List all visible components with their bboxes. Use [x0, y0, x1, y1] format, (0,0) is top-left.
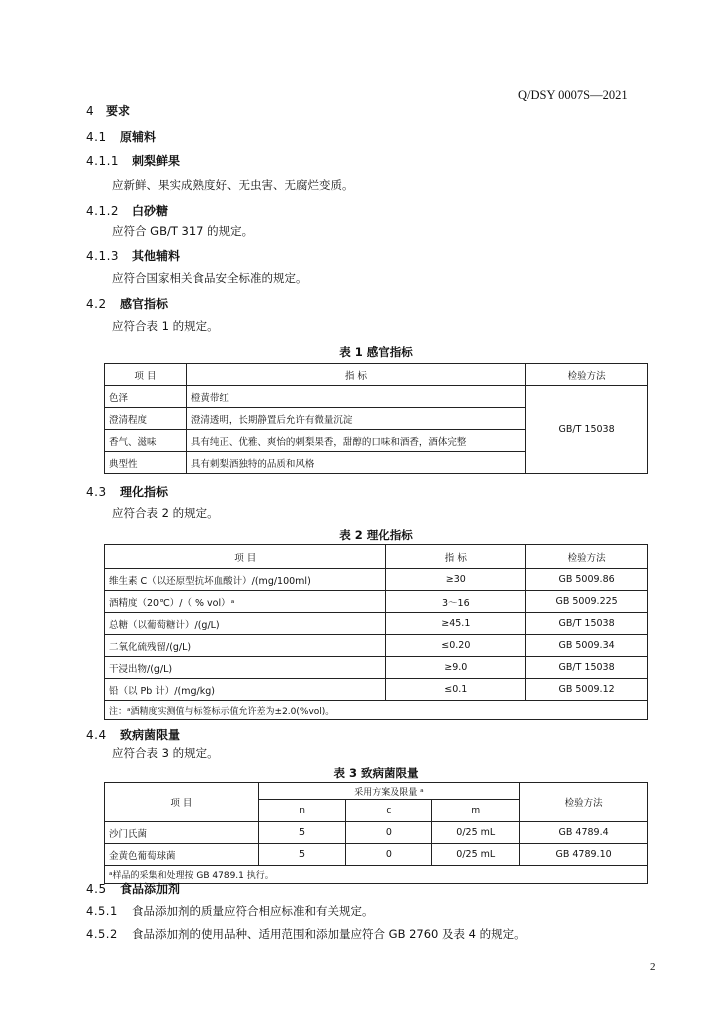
table-cell: 具有纯正、优雅、爽怡的刺梨果香，甜醇的口味和酒香，酒体完整	[186, 430, 525, 452]
section-title: 食品添加剂	[120, 882, 181, 896]
section-title: 感官指标	[120, 297, 169, 311]
table-3-caption: 表 3 致病菌限量	[333, 766, 419, 780]
table-cell: 总糖（以葡萄糖计）/(g/L)	[105, 613, 386, 635]
table-2-note: 注：ᵃ酒精度实测值与标签标示值允许差为±2.0(%vol)。	[105, 701, 648, 720]
section-4-3-heading	[86, 483, 168, 500]
section-title: 理化指标	[120, 485, 169, 499]
table-cell: 具有刺梨酒独特的品质和风格	[186, 452, 525, 474]
section-4-heading	[86, 102, 130, 119]
section-number: 4.2	[86, 297, 107, 311]
table-header-cell: 检验方法	[526, 364, 648, 386]
table-row	[105, 679, 648, 701]
section-number: 4	[86, 104, 95, 118]
section-title: 致病菌限量	[120, 728, 181, 742]
section-number: 4.1.3	[86, 249, 120, 263]
table-cell: 橙黄带红	[186, 386, 525, 408]
table-cell: GB 5009.12	[526, 679, 648, 701]
table-cell: GB 4789.4	[520, 822, 648, 844]
table-header-cell: 指 标	[186, 364, 525, 386]
table-cell: 5	[258, 844, 346, 866]
table-cell: 干浸出物/(g/L)	[105, 657, 386, 679]
table-cell: 5	[258, 822, 346, 844]
table-row	[105, 657, 648, 679]
table-cell: GB 4789.10	[520, 844, 648, 866]
table-cell: 澄清透明，长期静置后允许有微量沉淀	[186, 408, 525, 430]
page-number: 2	[650, 961, 656, 973]
section-number: 4.1	[86, 130, 107, 144]
section-4-5-heading	[86, 880, 180, 897]
section-title: 要求	[106, 104, 131, 118]
table-cell: GB 5009.86	[526, 569, 648, 591]
table-cell: 0/25 mL	[432, 844, 520, 866]
table-row	[105, 569, 648, 591]
section-number: 4.3	[86, 485, 107, 499]
section-title: 刺梨鲜果	[132, 154, 181, 168]
table-header-cell: 项 目	[105, 545, 386, 569]
table-cell: GB 5009.34	[526, 635, 648, 657]
table-cell: 0	[346, 822, 432, 844]
section-number: 4.4	[86, 728, 107, 742]
table-cell: 3～16	[386, 591, 526, 613]
table-1	[104, 363, 648, 474]
section-4-1-3-heading	[86, 247, 180, 264]
table-cell: 色泽	[105, 386, 187, 408]
section-4-1-1-heading	[86, 152, 180, 169]
table-cell: 维生素 C（以还原型抗坏血酸计）/(mg/100ml)	[105, 569, 386, 591]
section-number: 4.1.1	[86, 154, 120, 168]
paragraph-text: 食品添加剂的使用品种、适用范围和添加量应符合 GB 2760 及表 4 的规定。	[132, 927, 526, 941]
section-number: 4.5.2	[86, 927, 118, 941]
section-number: 4.5	[86, 882, 107, 896]
table-cell: ≤0.20	[386, 635, 526, 657]
document-code: Q/DSY 0007S—2021	[518, 88, 628, 102]
section-4-1-heading	[86, 128, 156, 145]
table-cell: 沙门氏菌	[105, 822, 259, 844]
table-cell: 典型性	[105, 452, 187, 474]
table-header-cell: 检验方法	[520, 783, 648, 822]
paragraph-4-5-2	[86, 926, 526, 942]
table-row	[105, 591, 648, 613]
table-header-cell: n	[258, 800, 346, 822]
paragraph-4-3: 应符合表 2 的规定。	[112, 506, 219, 520]
table-2	[104, 544, 648, 720]
table-header-cell: 项 目	[105, 783, 259, 822]
table-cell: 香气、滋味	[105, 430, 187, 452]
table-cell: 澄清程度	[105, 408, 187, 430]
table-cell: ≥9.0	[386, 657, 526, 679]
table-cell: 0/25 mL	[432, 822, 520, 844]
table-3	[104, 782, 648, 884]
table-row	[105, 822, 648, 844]
table-cell: ≤0.1	[386, 679, 526, 701]
table-row	[105, 613, 648, 635]
section-4-4-heading	[86, 726, 180, 743]
section-4-1-2-heading	[86, 202, 168, 219]
section-number: 4.5.1	[86, 904, 118, 918]
table-cell: GB/T 15038	[526, 386, 648, 474]
table-row	[105, 635, 648, 657]
table-row	[105, 386, 648, 408]
section-title: 其他辅料	[132, 249, 181, 263]
table-cell: ≥45.1	[386, 613, 526, 635]
paragraph-text: 食品添加剂的质量应符合相应标准和有关规定。	[132, 904, 374, 918]
paragraph-4-1-3: 应符合国家相关食品安全标准的规定。	[112, 271, 308, 285]
table-cell: ≥30	[386, 569, 526, 591]
table-row	[105, 844, 648, 866]
section-title: 原辅料	[120, 130, 157, 144]
table-3-note: ᵃ样品的采集和处理按 GB 4789.1 执行。	[105, 866, 648, 884]
paragraph-4-4: 应符合表 3 的规定。	[112, 746, 219, 760]
section-title: 白砂糖	[132, 204, 169, 218]
table-header-cell: 指 标	[386, 545, 526, 569]
table-header-cell: m	[432, 800, 520, 822]
section-number: 4.1.2	[86, 204, 120, 218]
table-header-cell: 采用方案及限量 ᵃ	[258, 783, 520, 800]
table-cell: 二氧化硫残留/(g/L)	[105, 635, 386, 657]
paragraph-4-2: 应符合表 1 的规定。	[112, 319, 219, 333]
table-2-caption: 表 2 理化指标	[339, 528, 413, 542]
table-header-cell: c	[346, 800, 432, 822]
table-cell: 酒精度（20℃）/（ % vol）ᵃ	[105, 591, 386, 613]
paragraph-4-5-1	[86, 903, 374, 919]
table-header-cell: 检验方法	[526, 545, 648, 569]
table-header-cell: 项 目	[105, 364, 187, 386]
table-cell: 金黄色葡萄球菌	[105, 844, 259, 866]
table-cell: 铅（以 Pb 计）/(mg/kg)	[105, 679, 386, 701]
table-cell: GB 5009.225	[526, 591, 648, 613]
table-cell: GB/T 15038	[526, 613, 648, 635]
table-1-caption: 表 1 感官指标	[339, 345, 413, 359]
table-cell: GB/T 15038	[526, 657, 648, 679]
section-4-2-heading	[86, 295, 168, 312]
paragraph-4-1-1: 应新鲜、果实成熟度好、无虫害、无腐烂变质。	[112, 178, 354, 192]
paragraph-4-1-2: 应符合 GB/T 317 的规定。	[112, 224, 254, 238]
table-cell: 0	[346, 844, 432, 866]
